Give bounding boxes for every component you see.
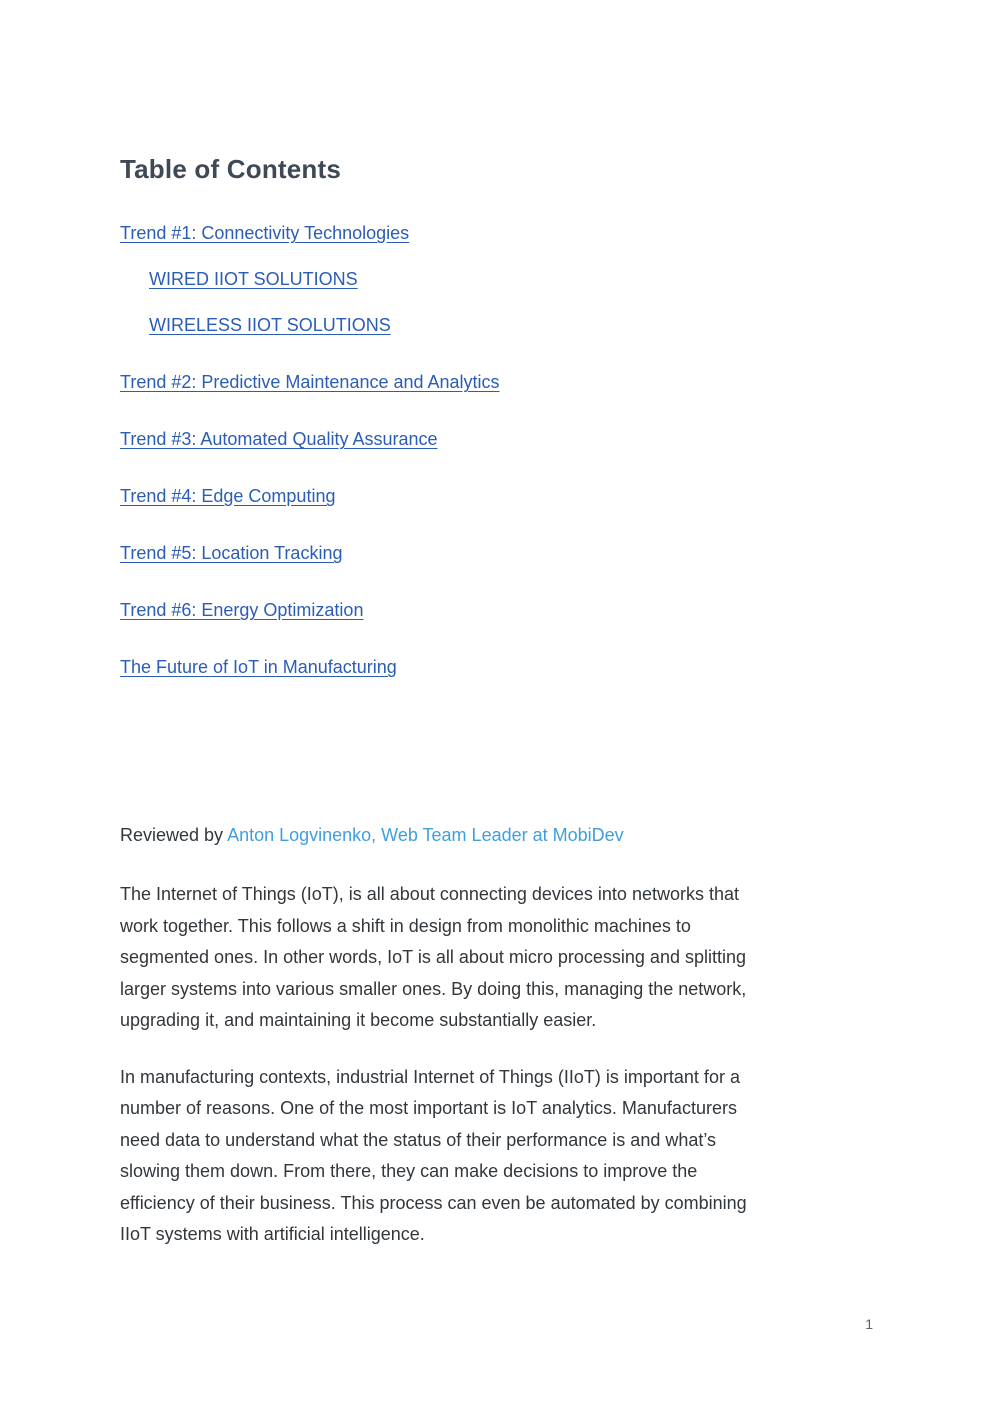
text-line: IIoT systems with artificial intelligence. — [120, 1224, 425, 1244]
toc-link-wired-iiot-solutions[interactable]: WIRED IIOT SOLUTIONS — [149, 269, 358, 289]
page-content — [120, 0, 873, 1251]
toc-link-wireless-iiot-solutions[interactable]: WIRELESS IIOT SOLUTIONS — [149, 315, 391, 335]
text-line: need data to understand what the status of their performance is and what’s — [120, 1129, 717, 1150]
toc-link-trend-6-energy-optimization[interactable]: Trend #6: Energy Optimization — [120, 600, 364, 620]
toc-link-trend-3-quality-assurance[interactable]: Trend #3: Automated Quality Assurance — [120, 429, 438, 449]
toc-heading: Table of Contents — [120, 154, 342, 184]
text-line: segmented ones. In other words, IoT is all about micro processing and splitting — [120, 947, 747, 967]
text-line: efficiency of their business. This process can even be automated by combining — [120, 1192, 747, 1213]
toc-link-trend-2-predictive-maintenance[interactable]: Trend #2: Predictive Maintenance and Analytics — [120, 372, 500, 392]
text-line: slowing them down. From there, they can make decisions to improve the — [120, 1161, 698, 1181]
text-line: In manufacturing contexts, industrial Internet of Things (IIoT) is important for a — [120, 1066, 740, 1087]
text-line: The Internet of Things (IoT), is all about connecting devices into networks that — [120, 884, 739, 904]
reviewer-link[interactable]: Anton Logvinenko, Web Team Leader at MobiDev — [227, 825, 624, 845]
paragraph-2 — [120, 1062, 873, 1251]
toc-link-trend-1-connectivity[interactable]: Trend #1: Connectivity Technologies — [120, 223, 410, 243]
text-line: work together. This follows a shift in design from monolithic machines to — [120, 915, 691, 936]
toc-link-trend-4-edge-computing[interactable]: Trend #4: Edge Computing — [120, 486, 336, 506]
table-of-contents — [120, 222, 873, 678]
page-number: 1 — [865, 1316, 873, 1332]
toc-link-future-of-iot[interactable]: The Future of IoT in Manufacturing — [120, 657, 397, 677]
text-line: number of reasons. One of the most important is IoT analytics. Manufacturers — [120, 1098, 737, 1118]
toc-link-trend-5-location-tracking[interactable]: Trend #5: Location Tracking — [120, 543, 343, 563]
text-line: upgrading it, and maintaining it become substantially easier. — [120, 1010, 597, 1030]
byline-prefix: Reviewed by — [120, 825, 228, 845]
text-line: larger systems into various smaller ones. By doing this, managing the network, — [120, 978, 747, 999]
paragraph-1 — [120, 879, 873, 1037]
byline — [120, 820, 873, 851]
